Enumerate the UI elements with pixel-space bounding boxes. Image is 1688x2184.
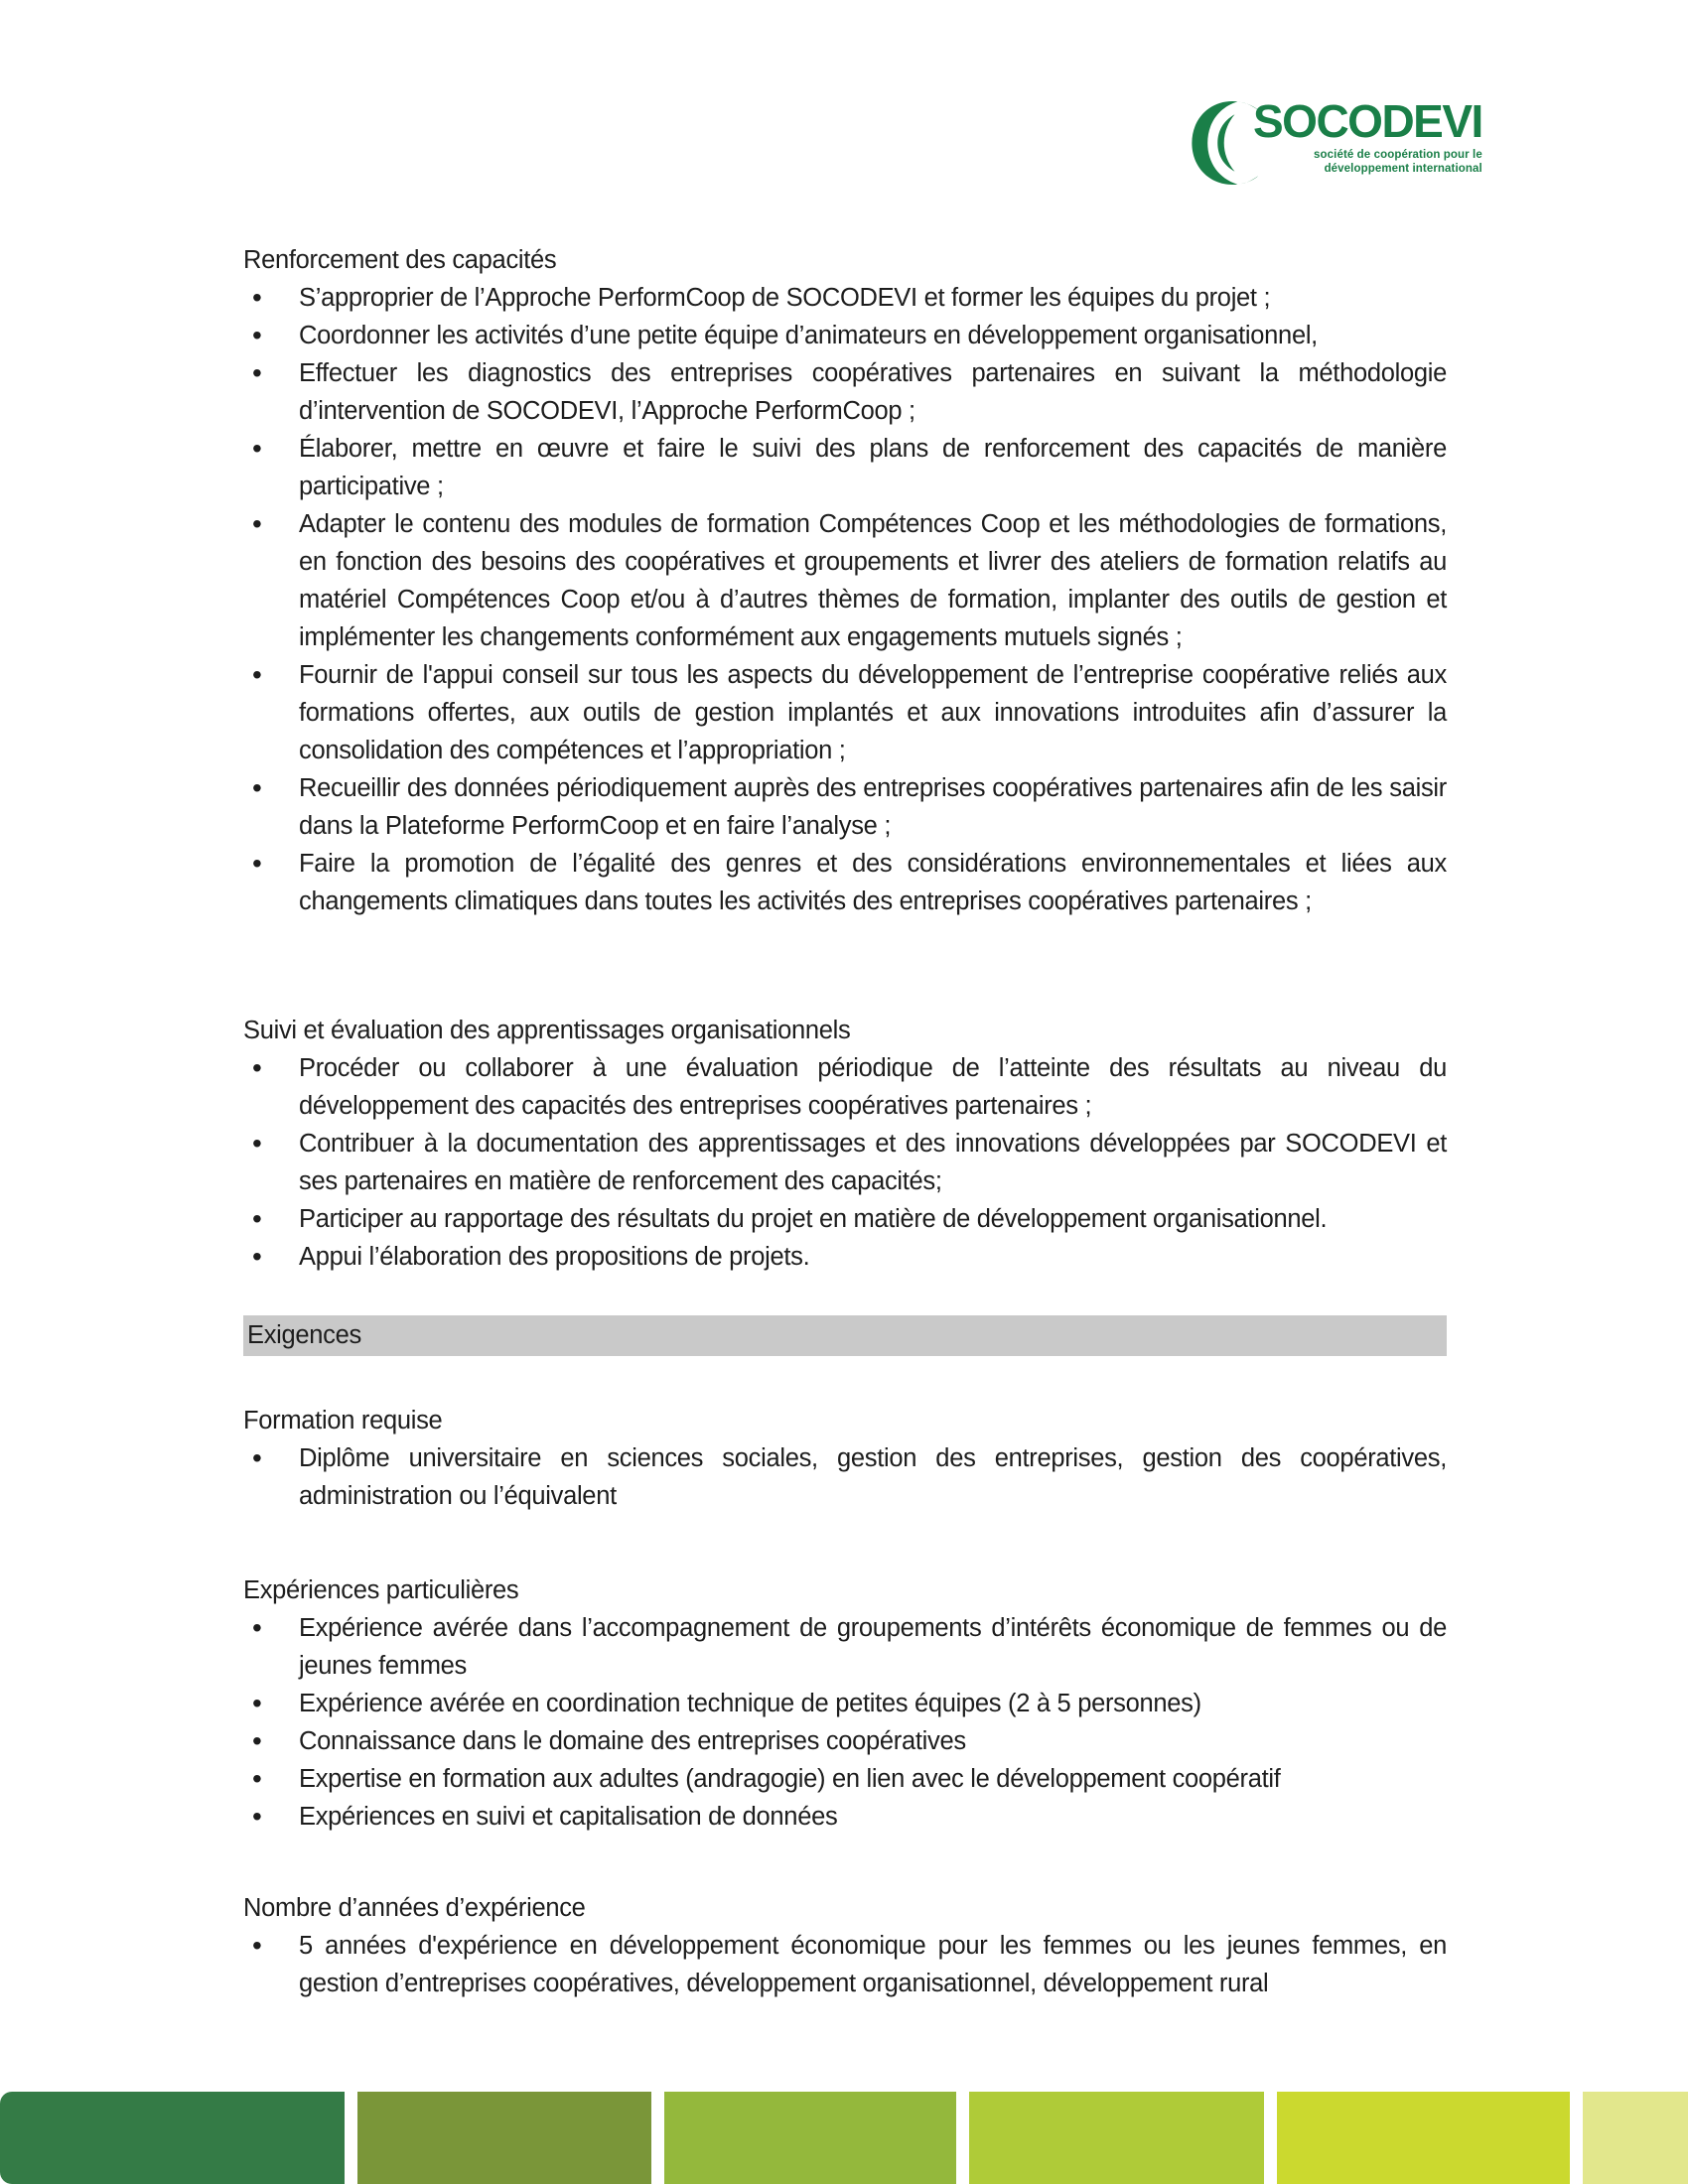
logo-tagline-line2: développement international (1324, 163, 1482, 175)
list-item: • Expérience avérée dans l’accompagnement de groupements d’intérêts économique de femmes ou de jeunes femmes (243, 1609, 1447, 1685)
list-item: • Participer au rapportage des résultats du projet en matière de développement organisationnel. (243, 1200, 1447, 1238)
list-item: • Expériences en suivi et capitalisation de données (243, 1798, 1447, 1836)
list-item: • S’approprier de l’Approche PerformCoop de SOCODEVI et former les équipes du projet ; (243, 279, 1447, 317)
logo-tagline-line1: société de coopération pour le (1314, 149, 1482, 161)
list-item: • Faire la promotion de l’égalité des genres et des considérations environnementales et liées aux changements climatiques dans toutes les activités des entreprises coopératives partenaires ; (243, 845, 1447, 920)
bullet-list (243, 1927, 1447, 2002)
document-body (243, 241, 1447, 2002)
section-heading: Expériences particulières (243, 1576, 519, 1604)
logo-tagline (1314, 148, 1482, 176)
section-heading: Nombre d’années d’expérience (243, 1894, 586, 1922)
section-suivi-evaluation (243, 1012, 1447, 1276)
section-formation-requise (243, 1402, 1447, 1515)
bullet-list (243, 1439, 1447, 1515)
footer-block-dark-green (0, 2092, 345, 2184)
section-renforcement (243, 241, 1447, 920)
socodevi-globe-icon (1188, 97, 1259, 194)
footer-color-band (0, 2092, 1688, 2184)
section-heading: Suivi et évaluation des apprentissages organisationnels (243, 1017, 851, 1044)
section-experiences-particulieres (243, 1571, 1447, 1836)
list-item: • Procéder ou collaborer à une évaluation périodique de l’atteinte des résultats au niveau du développement des capacités des entreprises coopératives partenaires ; (243, 1049, 1447, 1125)
bullet-list (243, 1049, 1447, 1276)
list-item: • Adapter le contenu des modules de formation Compétences Coop et les méthodologies de formations, en fonction des besoins des coopératives et groupements et livrer des ateliers de formation relatifs au matériel Compétences Coop et/ou à d’autres thèmes de formation, implanter des outils de gestion et implémenter les changements conformément aux engagements mutuels signés ; (243, 505, 1447, 656)
section-heading: Renforcement des capacités (243, 246, 557, 274)
socodevi-logo (1188, 95, 1482, 194)
socodevi-wordmark: SOCODEVI (1253, 95, 1482, 147)
footer-block-olive-green (357, 2092, 652, 2184)
bullet-list (243, 1609, 1447, 1836)
footer-block-lime (1277, 2092, 1571, 2184)
list-item: • Appui l’élaboration des propositions de projets. (243, 1238, 1447, 1276)
bullet-list (243, 279, 1447, 920)
list-item: • Effectuer les diagnostics des entreprises coopératives partenaires en suivant la méthodologie d’intervention de SOCODEVI, l’Approche PerformCoop ; (243, 354, 1447, 430)
list-item: • Connaissance dans le domaine des entreprises coopératives (243, 1722, 1447, 1760)
footer-block-pale-lime (1583, 2092, 1688, 2184)
section-nombre-annees-experience (243, 1889, 1447, 2002)
exigences-header-bar: Exigences (243, 1315, 1447, 1356)
list-item: • Élaborer, mettre en œuvre et faire le suivi des plans de renforcement des capacités de manière participative ; (243, 430, 1447, 505)
footer-block-yellow-green (969, 2092, 1264, 2184)
section-heading: Formation requise (243, 1407, 443, 1434)
list-item: • Expérience avérée en coordination technique de petites équipes (2 à 5 personnes) (243, 1685, 1447, 1722)
list-item: • Recueillir des données périodiquement auprès des entreprises coopératives partenaires afin de les saisir dans la Plateforme PerformCoop et en faire l’analyse ; (243, 769, 1447, 845)
list-item: • Diplôme universitaire en sciences sociales, gestion des entreprises, gestion des coopératives, administration ou l’équivalent (243, 1439, 1447, 1515)
list-item: • Fournir de l'appui conseil sur tous les aspects du développement de l’entreprise coopérative reliés aux formations offertes, aux outils de gestion implantés et aux innovations introduites afin d’assurer la consolidation des compétences et l’appropriation ; (243, 656, 1447, 769)
footer-block-medium-green (664, 2092, 956, 2184)
list-item: • Coordonner les activités d’une petite équipe d’animateurs en développement organisationnel, (243, 317, 1447, 354)
list-item: • Contribuer à la documentation des apprentissages et des innovations développées par SOCODEVI et ses partenaires en matière de renforcement des capacités; (243, 1125, 1447, 1200)
list-item: • 5 années d'expérience en développement économique pour les femmes ou les jeunes femmes, en gestion d’entreprises coopératives, développement organisationnel, développement rural (243, 1927, 1447, 2002)
list-item: • Expertise en formation aux adultes (andragogie) en lien avec le développement coopératif (243, 1760, 1447, 1798)
